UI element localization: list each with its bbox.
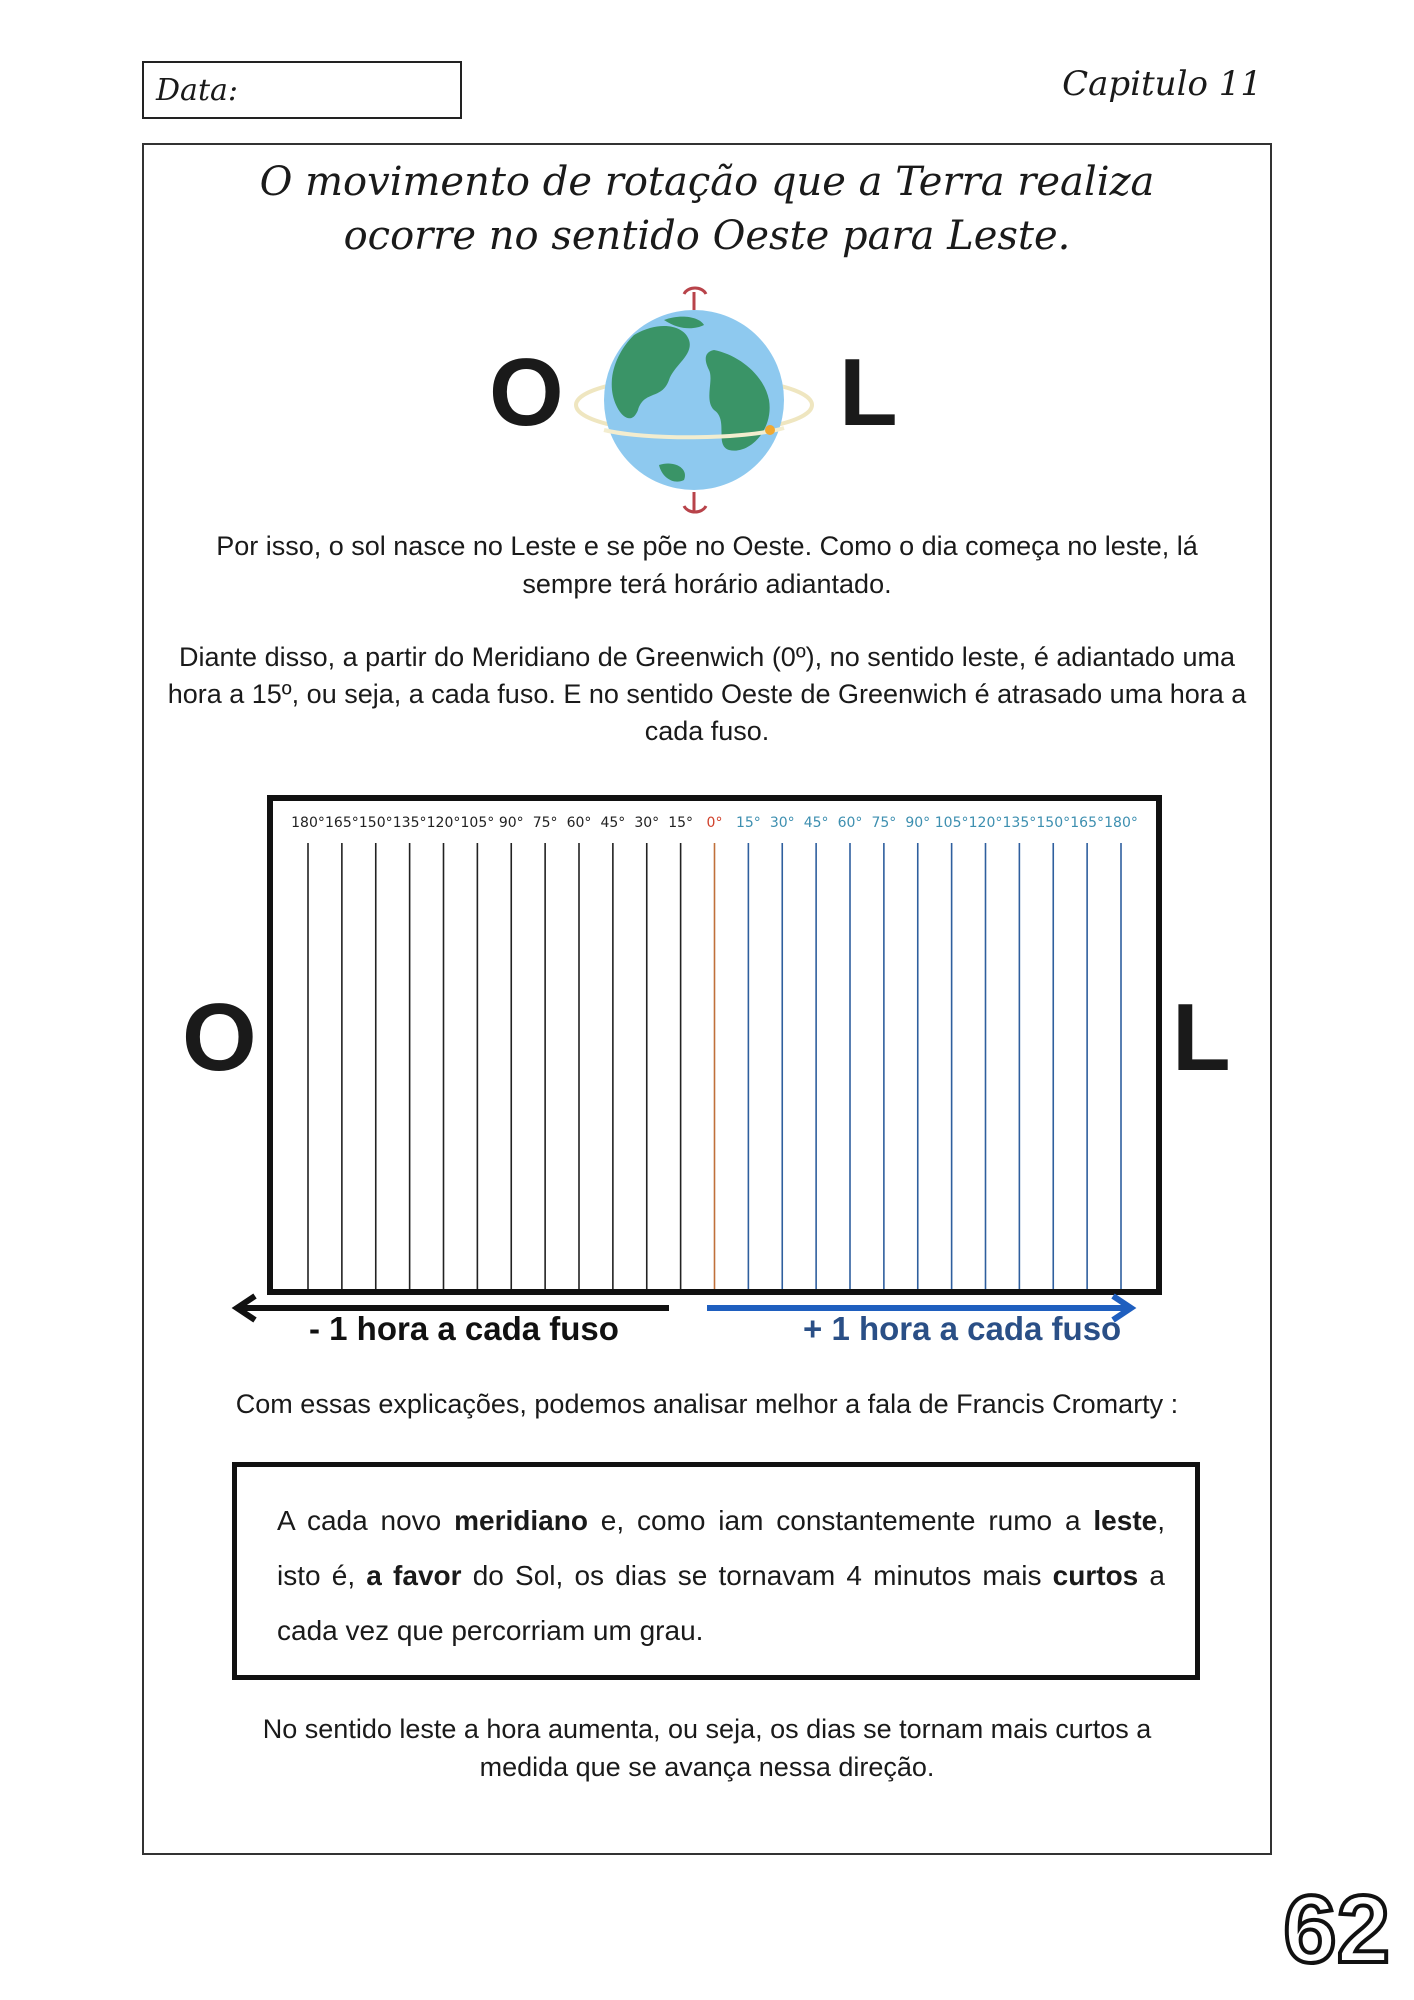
quote-bold: leste xyxy=(1093,1505,1158,1536)
quote-box xyxy=(232,1462,1200,1680)
meridian-diagram xyxy=(267,795,1162,1295)
east-label-top: L xyxy=(839,339,898,446)
meridian-label: 75° xyxy=(871,815,897,831)
quote-text: a cada vez que percorriam um grau. xyxy=(277,1560,1166,1646)
date-label: Data: xyxy=(156,73,238,108)
meridian-label: 15° xyxy=(735,815,761,831)
west-arrow-label: - 1 hora a cada fuso xyxy=(309,1310,619,1347)
quote-text: do Sol, os dias se tornavam 4 minutos mais xyxy=(461,1560,1053,1591)
meridian-label: 30° xyxy=(634,815,660,831)
paragraph-sunrise: Por isso, o sol nasce no Leste e se põe no Oeste. Como o dia começa no leste, lá sempre terá horário adiantado. xyxy=(216,531,1198,599)
east-label-diagram: L xyxy=(1172,984,1231,1091)
meridian-label: 150° xyxy=(358,815,393,831)
chapter-title: Capitulo 11 xyxy=(1062,64,1262,104)
paragraph-cromarty-intro: Com essas explicações, podemos analisar melhor a fala de Francis Cromarty : xyxy=(235,1389,1179,1419)
meridian-label: 60° xyxy=(566,815,592,831)
meridian-label: 150° xyxy=(1036,815,1071,831)
quote-bold: curtos xyxy=(1052,1560,1139,1591)
west-label-top: O xyxy=(489,339,564,446)
page-number: 62 xyxy=(1283,1876,1390,1983)
west-label-diagram: O xyxy=(182,984,257,1091)
content-frame xyxy=(142,143,1272,1855)
page-heading: O movimento de rotação que a Terra realiza ocorre no sentido Oeste para Leste. xyxy=(259,159,1155,259)
date-box xyxy=(142,61,462,119)
meridian-label: 165° xyxy=(1070,815,1104,831)
meridian-label: 120° xyxy=(968,815,1003,831)
meridian-label: 180° xyxy=(1104,815,1138,831)
globe-icon xyxy=(564,280,824,520)
meridian-label: 165° xyxy=(325,815,359,831)
meridian-label: 45° xyxy=(600,815,626,831)
east-arrow-label: + 1 hora a cada fuso xyxy=(803,1310,1122,1347)
quote-bold: meridiano xyxy=(454,1505,588,1536)
meridian-label: 45° xyxy=(803,815,829,831)
meridian-label: 90° xyxy=(905,815,931,831)
meridian-label: 75° xyxy=(532,815,558,831)
meridian-label: 0° xyxy=(706,815,723,831)
meridian-label: 120° xyxy=(426,815,461,831)
paragraph-greenwich: Diante disso, a partir do Meridiano de Greenwich (0º), no sentido leste, é adiantado uma hora a 15º, ou seja, a cada fuso. E no sentido Oeste de Greenwich é atrasado uma hora a cada fuso. xyxy=(167,642,1247,746)
paragraph-conclusion: No sentido leste a hora aumenta, ou seja, os dias se tornam mais curtos a medida que se avança nessa direção. xyxy=(262,1714,1152,1782)
meridian-label: 15° xyxy=(668,815,694,831)
quote-text: e, como iam constantemente rumo a xyxy=(587,1505,1094,1536)
meridian-label: 105° xyxy=(934,815,969,831)
quote-text: , isto é, xyxy=(277,1505,1165,1591)
quote-text: A cada novo xyxy=(277,1505,455,1536)
meridian-label: 135° xyxy=(1002,815,1037,831)
meridian-label: 30° xyxy=(769,815,795,831)
meridian-lines xyxy=(273,801,1156,1289)
meridian-label: 105° xyxy=(460,815,495,831)
meridian-label: 135° xyxy=(392,815,427,831)
quote-bold: a favor xyxy=(366,1560,462,1591)
meridian-label: 90° xyxy=(498,815,524,831)
meridian-label: 60° xyxy=(837,815,863,831)
meridian-label: 180° xyxy=(291,815,325,831)
